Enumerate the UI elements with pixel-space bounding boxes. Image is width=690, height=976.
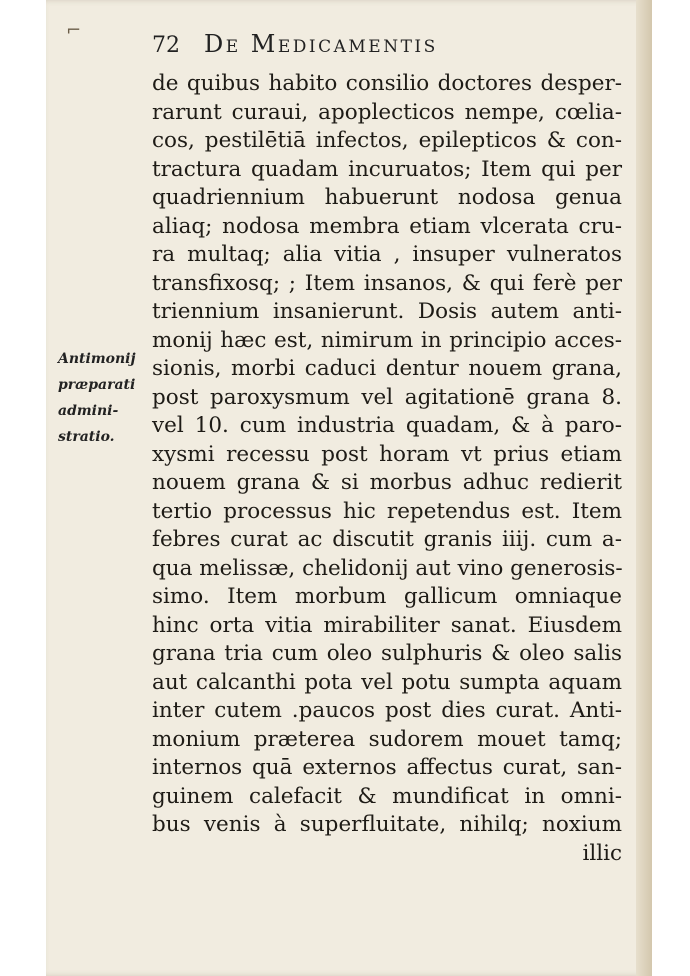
text-line: xysmi recessu post horam vt prius etiam xyxy=(152,441,622,467)
text-line: monij hæc est, nimirum in principio acces- xyxy=(152,327,622,353)
text-line: simo. Item morbum gallicum omniaque xyxy=(152,584,622,609)
text-line: hinc orta vitia mirabiliter sanat. Eiusdem xyxy=(152,612,622,638)
text-line: qua melissæ, chelidonij aut vino generosis- xyxy=(152,555,623,581)
page-edge xyxy=(636,0,652,976)
marginal-note-line: admini- xyxy=(58,403,119,419)
text-line: post paroxysmum vel agitationē grana 8. xyxy=(152,384,622,410)
text-line: triennium insanierunt. Dosis autem anti- xyxy=(152,299,622,324)
text-line: rarunt curaui, apoplecticos nempe, cœlia- xyxy=(152,99,622,125)
running-title: De Medicamentis xyxy=(204,30,438,58)
text-line: grana tria cum oleo sulphuris & oleo salis xyxy=(152,641,622,666)
page-number: 72 xyxy=(152,33,180,58)
text-line: de quibus habito consilio doctores desper- xyxy=(152,71,622,96)
text-line: inter cutem .paucos post dies curat. Anti- xyxy=(152,698,622,723)
text-line: ra multaq; alia vitia , insuper vulneratos xyxy=(152,242,622,267)
text-line: aut calcanthi pota vel potu sumpta aquam xyxy=(152,669,622,695)
marginal-note xyxy=(58,346,154,450)
text-line: transfixosq; ; Item insanos, & qui ferè per xyxy=(152,270,622,296)
marginal-note-line: Antimonij xyxy=(58,351,136,367)
text-line: aliaq; nodosa membra etiam vlcerata cru- xyxy=(152,213,622,239)
text-line: quadriennium habuerunt nodosa genua xyxy=(152,185,622,210)
text-line: sionis, morbi caduci dentur nouem grana, xyxy=(152,356,622,381)
ink-mark: ⌐ xyxy=(66,20,82,41)
text-line: internos quā externos affectus curat, san- xyxy=(152,755,622,780)
text-line: monium præterea sudorem mouet tamq; xyxy=(152,726,622,752)
marginal-note-line: præparati xyxy=(58,377,136,393)
text-line-catchword: illic xyxy=(582,840,622,866)
marginal-note-line: stratio. xyxy=(58,429,115,445)
text-line: tertio processus hic repetendus est. Item xyxy=(152,498,622,524)
text-line: febres curat ac discutit granis iiij. cum a- xyxy=(152,527,622,552)
page-header xyxy=(152,30,592,64)
text-line: cos, pestilētiā infectos, epilepticos & con- xyxy=(152,128,622,153)
text-line: bus venis à superfluitate, nihilq; noxium xyxy=(152,812,622,837)
text-line: vel 10. cum industria quadam, & à paro- xyxy=(152,413,622,438)
text-line: nouem grana & si morbus adhuc redierit xyxy=(152,470,622,495)
text-line: tractura quadam incuruatos; Item qui per xyxy=(152,156,622,182)
text-line: guinem calefacit & mundificat in omni- xyxy=(152,783,622,809)
body-text xyxy=(152,70,622,868)
